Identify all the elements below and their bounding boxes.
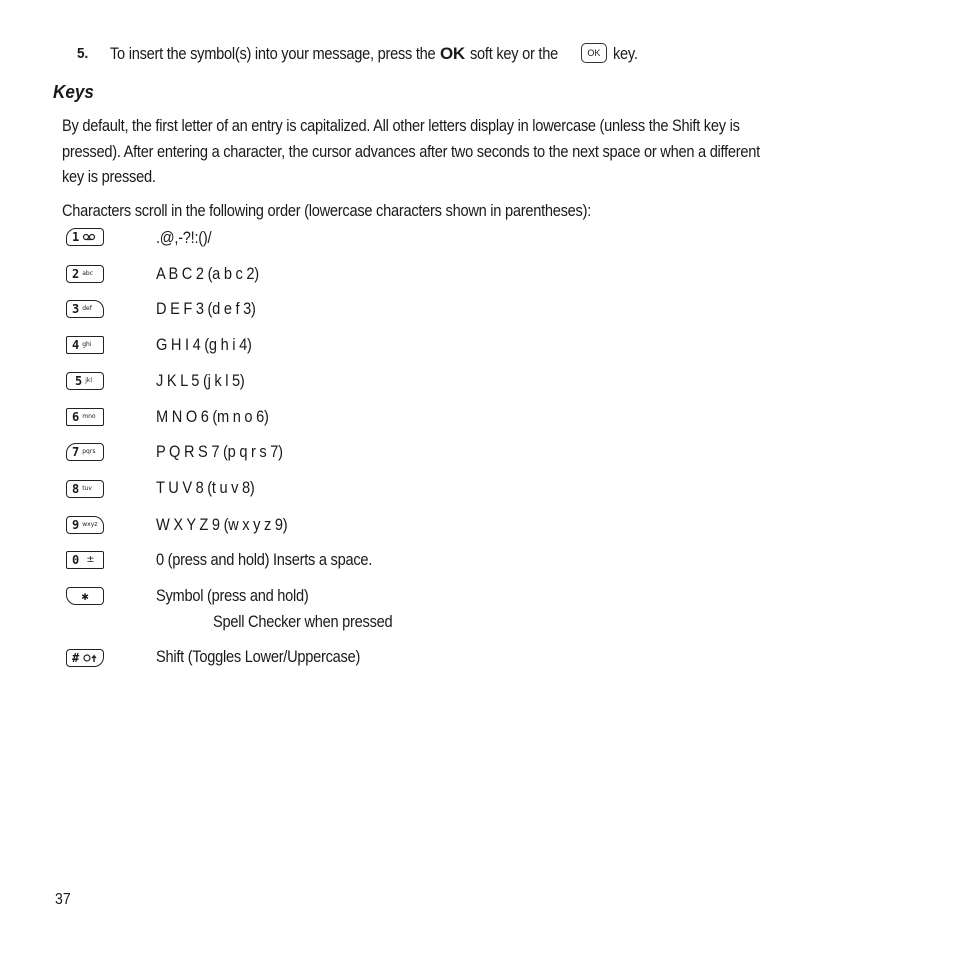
key-0-plus-icon: 0 ± — [66, 551, 104, 569]
key-star-label: Symbol (press and hold) — [156, 586, 309, 605]
key-5-jkl-icon: 5 jkl — [66, 372, 104, 390]
step-text-after: key. — [612, 44, 638, 63]
key-8-tuv-icon: 8 tuv — [66, 480, 104, 498]
key-5-label: J K L 5 (j k l 5) — [156, 371, 245, 390]
key-8-label: T U V 8 (t u v 8) — [156, 478, 255, 497]
page-number: 37 — [55, 891, 71, 908]
key-7-pqrs-icon: 7 pqrs — [66, 443, 104, 461]
paragraph-line: pressed). After entering a character, the cursor advances after two seconds to the next space or when a different — [62, 142, 760, 161]
key-3-label: D E F 3 (d e f 3) — [156, 299, 256, 318]
key-1-voicemail-icon: 1 — [66, 228, 104, 246]
key-3-def-icon: 3 def — [66, 300, 104, 318]
key-9-label: W X Y Z 9 (w x y z 9) — [156, 515, 288, 534]
key-star-icon: ✱ — [66, 587, 104, 605]
key-1-label: .@,-?!:()/ — [156, 228, 212, 247]
key-0-label: 0 (press and hold) Inserts a space. — [156, 550, 373, 569]
section-heading: Keys — [53, 82, 94, 102]
key-9-wxyz-icon: 9 wxyz — [66, 516, 104, 534]
key-4-ghi-icon: 4 ghi — [66, 336, 104, 354]
key-4-label: G H I 4 (g h i 4) — [156, 335, 252, 354]
paragraph-line: By default, the first letter of an entry is capitalized. All other letters display in lowercase (unless the Shift key is — [62, 116, 740, 135]
key-2-abc-icon: 2 abc — [66, 265, 104, 283]
key-pound-shift-icon: # — [66, 649, 104, 667]
step-text-before: To insert the symbol(s) into your message, press the — [110, 44, 436, 63]
key-6-mno-icon: 6 mno — [66, 408, 104, 426]
ok-key-icon: OK — [581, 43, 607, 63]
ok-soft-key-text: OK — [440, 44, 465, 63]
step-text-middle: soft key or the — [469, 44, 558, 63]
key-2-label: A B C 2 (a b c 2) — [156, 264, 259, 283]
paragraph-intro: Characters scroll in the following order (lowercase characters shown in parentheses): — [62, 201, 592, 220]
key-6-label: M N O 6 (m n o 6) — [156, 407, 269, 426]
step-number: 5. — [77, 45, 89, 62]
key-pound-label: Shift (Toggles Lower/Uppercase) — [156, 647, 361, 666]
step-instruction — [110, 42, 642, 66]
key-star-label-secondary: Spell Checker when pressed — [213, 612, 393, 631]
key-7-label: P Q R S 7 (p q r s 7) — [156, 442, 283, 461]
paragraph-line: key is pressed. — [62, 167, 156, 186]
